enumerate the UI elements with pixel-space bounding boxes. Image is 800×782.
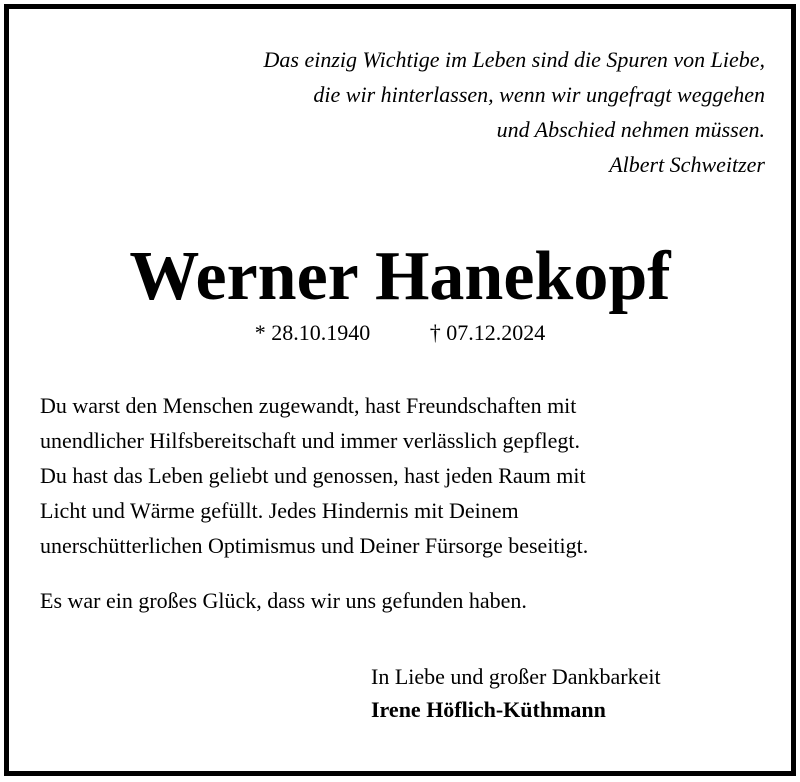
- tribute-line: Licht und Wärme gefüllt. Jedes Hindernis mit Deinem: [40, 498, 519, 523]
- quote-line: Das einzig Wichtige im Leben sind die Spuren von Liebe,: [263, 47, 765, 72]
- signoff-block: [371, 660, 661, 726]
- closing-sentence: Es war ein großes Glück, dass wir uns gefunden haben.: [40, 588, 527, 613]
- quote-line: und Abschied nehmen müssen.: [496, 117, 765, 142]
- tribute-line: unendlicher Hilfsbereitschaft und immer verlässlich gepflegt.: [40, 428, 581, 453]
- tribute-text: [40, 388, 588, 563]
- tribute-line: Du warst den Menschen zugewandt, hast Freundschaften mit: [40, 393, 577, 418]
- birth-date: * 28.10.1940: [254, 320, 371, 345]
- quote-author: Albert Schweitzer: [609, 152, 765, 177]
- quote-block: [264, 42, 765, 182]
- signoff-phrase: In Liebe und großer Dankbarkeit: [371, 664, 661, 689]
- death-date: † 07.12.2024: [429, 320, 546, 345]
- life-dates: [0, 318, 800, 348]
- tribute-line: Du hast das Leben geliebt und genossen, hast jeden Raum mit: [40, 463, 586, 488]
- tribute-line: unerschütterlichen Optimismus und Deiner Fürsorge beseitigt.: [40, 533, 589, 558]
- quote-line: die wir hinterlassen, wenn wir ungefragt weggehen: [313, 82, 765, 107]
- signer-name: Irene Höflich-Küthmann: [371, 697, 606, 722]
- deceased-name: Werner Hanekopf: [129, 238, 671, 315]
